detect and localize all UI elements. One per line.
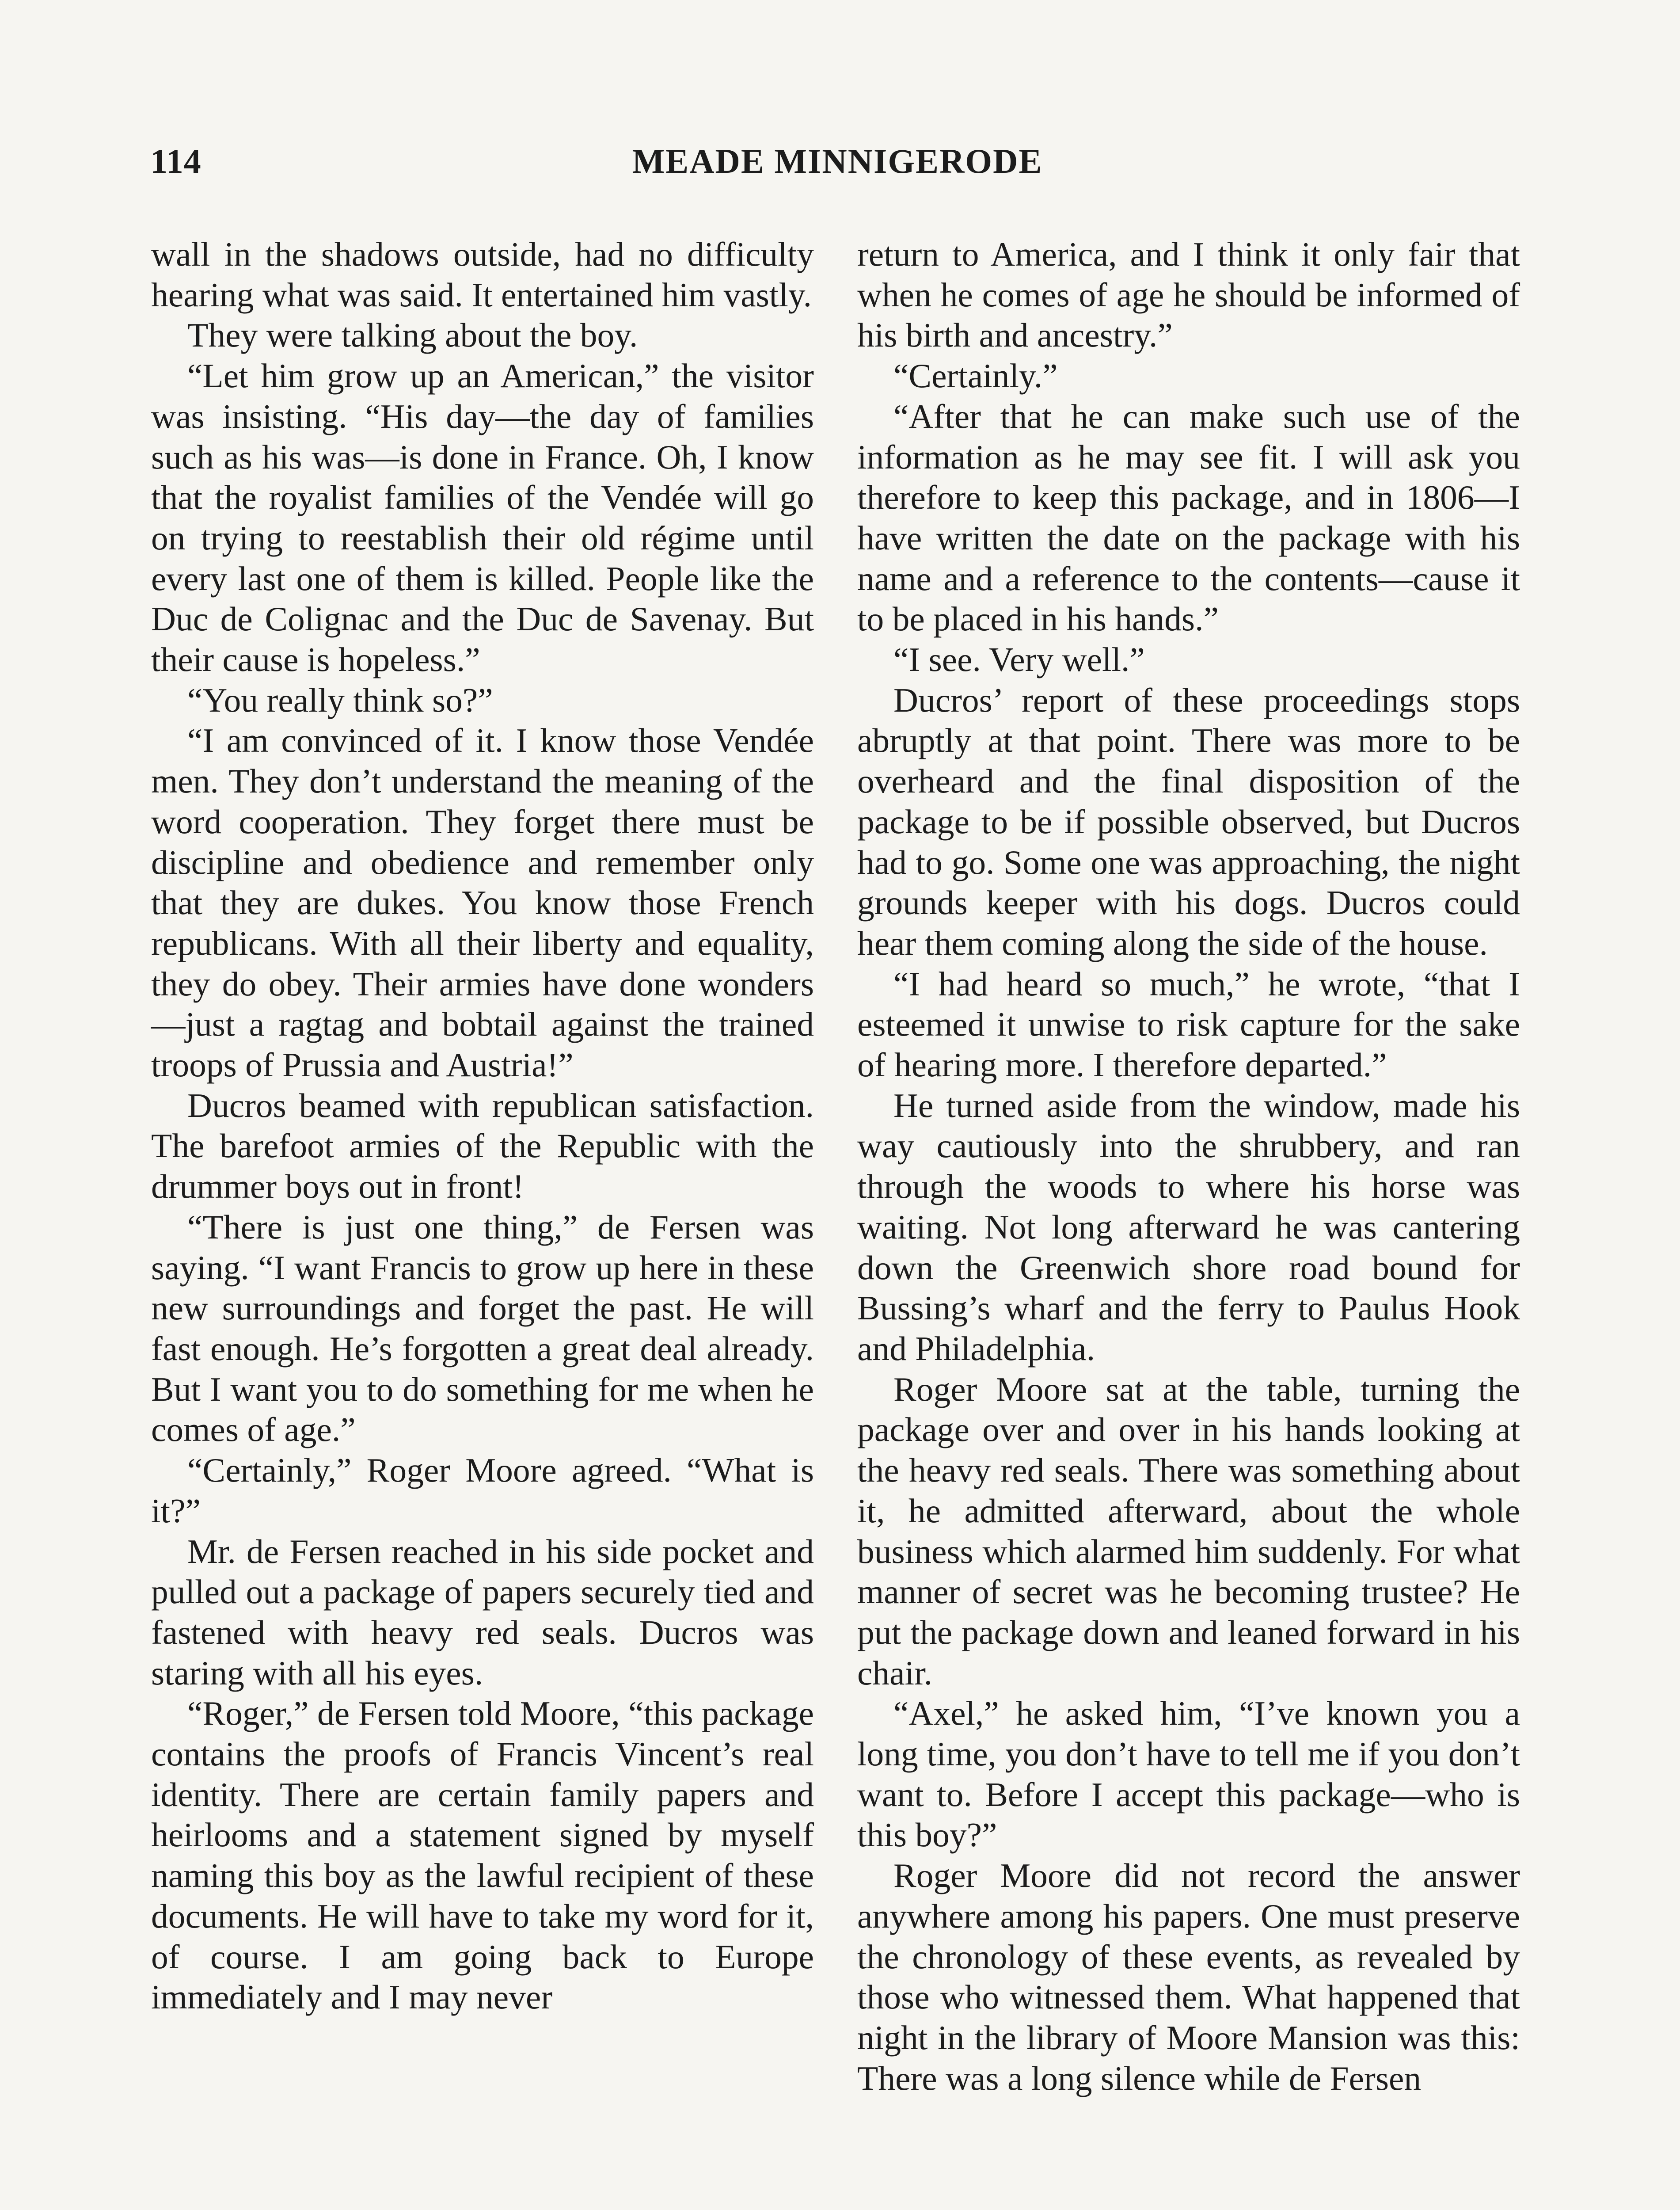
paragraph: “Axel,” he asked him, “I’ve known you a long time, you don’t have to tell me if you don’t want to. Before I accept this package—who is this boy?”	[857, 1694, 1520, 1854]
left-column	[151, 234, 814, 2018]
paragraph: Roger Moore did not record the answer anywhere among his papers. One must preserve the chronology of these events, as revealed by those who witnessed them. What happened that night in the library of Moore Mansion was this: There was a long silence while de Fersen	[857, 1856, 1520, 2097]
paragraph: Mr. de Fersen reached in his side pocket and pulled out a package of papers securely tied and fastened with heavy red seals. Ducros was staring with all his eyes.	[151, 1532, 814, 1692]
paragraph: Ducros beamed with republican satisfaction. The barefoot armies of the Republic with the drummer boys out in front!	[151, 1086, 814, 1206]
right-column	[857, 234, 1520, 2099]
paragraph: They were talking about the boy.	[187, 316, 638, 354]
paragraph: Roger Moore sat at the table, turning the package over and over in his hands looking at the heavy red seals. There was something about it, he admitted afterward, about the whole business which alarmed him suddenly. For what manner of secret was he becoming trustee? He put the package down and leaned forward in his chair.	[857, 1370, 1520, 1692]
running-head: MEADE MINNIGERODE	[632, 142, 1043, 180]
paragraph: “Roger,” de Fersen told Moore, “this package contains the proofs of Francis Vincent’s real identity. There are certain family papers and heirlooms and a statement signed by myself naming this boy as the lawful recipient of these documents. He will have to take my word for it, of course. I am going back to Europe immediately and I may never	[151, 1694, 814, 2016]
paragraph: “I had heard so much,” he wrote, “that I esteemed it unwise to risk capture for the sake of hearing more. I therefore departed.”	[857, 964, 1520, 1084]
paragraph: wall in the shadows outside, had no difficulty hearing what was said. It entertained him vastly.	[151, 235, 814, 314]
page-header	[150, 141, 1524, 194]
page-number: 114	[150, 142, 201, 180]
paragraph: “Certainly.”	[893, 357, 1058, 395]
paragraph: “I am convinced of it. I know those Vendée men. They don’t understand the meaning of the word cooperation. They forget there must be discipline and obedience and remember only that they are dukes. You know those French republicans. With all their liberty and equality, they do obey. Their armies have done wonders—just a ragtag and bobtail against the trained troops of Prussia and Austria!”	[151, 721, 814, 1084]
paragraph: “I see. Very well.”	[893, 640, 1145, 679]
paragraph: “There is just one thing,” de Fersen was saying. “I want Francis to grow up here in these new surroundings and forget the past. He will fast enough. He’s forgotten a great deal already. But I want you to do something for me when he comes of age.”	[151, 1208, 814, 1449]
paragraph: “Let him grow up an American,” the visitor was insisting. “His day—the day of families such as his was—is done in France. Oh, I know that the royalist families of the Vendée will go on trying to reestablish their old régime until every last one of them is killed. People like the Duc de Colignac and the Duc de Savenay. But their cause is hopeless.”	[151, 357, 814, 679]
paragraph: “Certainly,” Roger Moore agreed. “What is it?”	[151, 1451, 814, 1530]
paragraph: Ducros’ report of these proceedings stops abruptly at that point. There was more to be overheard and the final disposition of the package to be if possible observed, but Ducros had to go. Some one was approaching, the night grounds keeper with his dogs. Ducros could hear them coming along the side of the house.	[857, 681, 1520, 962]
paragraph: He turned aside from the window, made his way cautiously into the shrubbery, and ran through the woods to where his horse was waiting. Not long afterward he was cantering down the Greenwich shore road bound for Bussing’s wharf and the ferry to Paulus Hook and Philadelphia.	[857, 1086, 1520, 1368]
paragraph: return to America, and I think it only fair that when he comes of age he should be informed of his birth and ancestry.”	[857, 235, 1520, 354]
paragraph: “After that he can make such use of the information as he may see fit. I will ask you therefore to keep this package, and in 1806—I have written the date on the package with his name and a reference to the contents—cause it to be placed in his hands.”	[857, 397, 1520, 638]
paragraph: “You really think so?”	[187, 681, 493, 719]
